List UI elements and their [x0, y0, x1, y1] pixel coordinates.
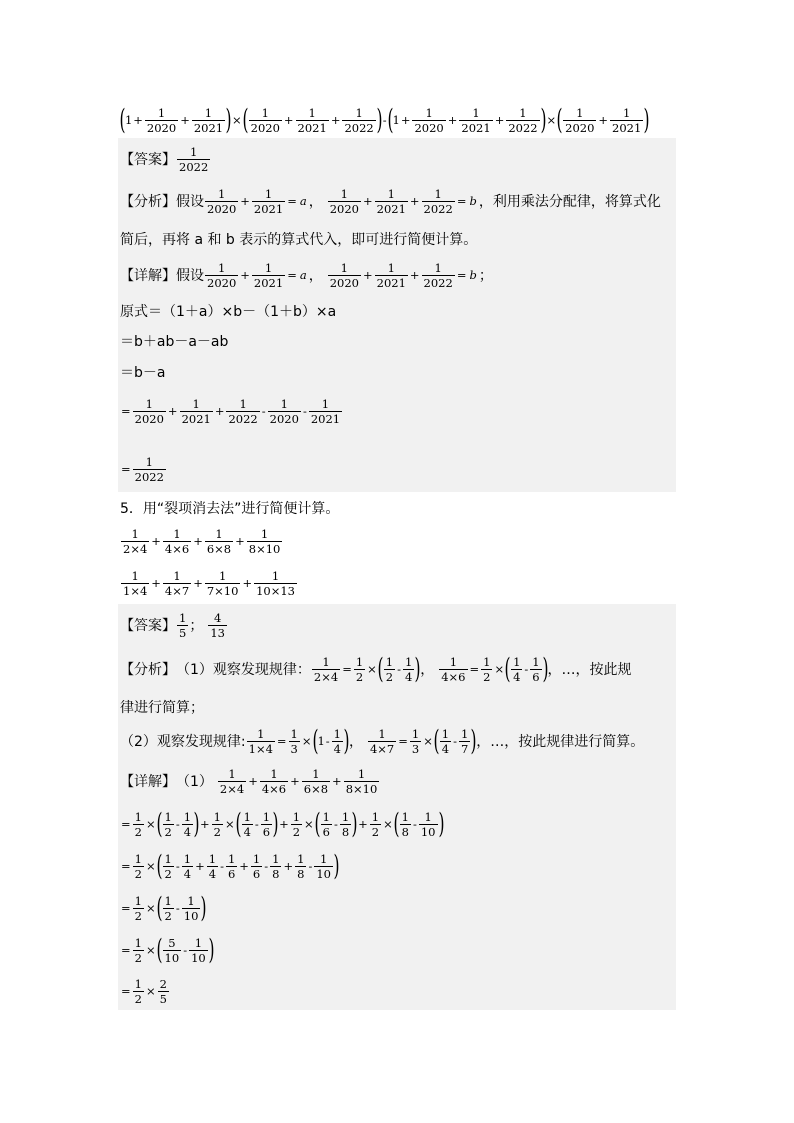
q5-expr1: $\frac{1}{2\times 4}$ + $\frac{1}{4\times 6}$ + $\frac{1}{6\times 8}$ + $\frac{1}{8\times 10}$ — [123, 526, 281, 556]
q5-title: 5．用“裂项消去法”进行简便计算。 — [120, 501, 340, 517]
q5-step2: = $\frac{1}{2}$ × ( $\frac{1}{2}$ - $\frac{1}{4}$ + $\frac{1}{4}$ - $\frac{1}{6}$ + $\frac{1}{6}$ - $\frac{1}{8}$ + $\frac{1}{8}$ - $\frac{1}{10}$ ) — [121, 849, 340, 882]
q4-expression: ( 1 + $\frac{1}{2020}$ + $\frac{1}{2021}$ ) × ( $\frac{1}{2020}$ + $\frac{1}{2021}$ + $\frac{1}{2022}$ ) - ( 1 + $\frac{1}{2020}$ + $\frac{1}{2021}$ + $\frac{1}{2022}$ ) × ( $\frac{1}{2020}$ + $\frac{1}{2021}$ ) — [119, 103, 650, 136]
q5-analysis-2: （2）观察发现规律: $\frac{1}{1\times 4}$ = $\frac{1}{3}$ × ( 1 - $\frac{1}{4}$ ) ， $\frac{1}{4\times 7}$ = $\frac{1}{3}$ × ( $\frac{1}{4}$ - $\frac{1}{7}$ ) ，…，按此规律进行简算。 — [120, 724, 645, 757]
q4-step4: = $\frac{1}{2020}$ + $\frac{1}{2021}$ + $\frac{1}{2022}$ - $\frac{1}{2020}$ - $\frac{1}{2021}$ — [121, 396, 341, 426]
answer-tag: 【答案】 — [120, 152, 176, 168]
detail-tag: 【详解】 — [120, 268, 176, 284]
q4-answer: 【答案】 $\frac{1}{2022}$ — [120, 144, 209, 174]
q5-step1: = $\frac{1}{2}$ × ( $\frac{1}{2}$ - $\frac{1}{4}$ ) + $\frac{1}{2}$ × ( $\frac{1}{4}$ - $\frac{1}{6}$ ) + $\frac{1}{2}$ × ( $\frac{1}{6}$ - $\frac{1}{8}$ ) + $\frac{1}{2}$ × ( $\frac{1}{8}$ - $\frac{1}{10}$ ) — [121, 807, 444, 840]
q5-step4: = $\frac{1}{2}$ × ( $\frac{5}{10}$ - $\frac{1}{10}$ ) — [121, 933, 215, 966]
q5-expr2: $\frac{1}{1\times 4}$ + $\frac{1}{4\times 7}$ + $\frac{1}{7\times 10}$ + $\frac{1}{10\times 13}$ — [123, 568, 295, 598]
q5-analysis-1-line2: 律进行简算； — [120, 700, 204, 716]
answer-tag: 【答案】 — [120, 618, 176, 634]
q5-detail: 【详解】 （1） $\frac{1}{2\times 4}$ + $\frac{1}{4\times 6}$ + $\frac{1}{6\times 8}$ + $\frac{1}{8\times 10}$ — [120, 766, 378, 796]
detail-tag: 【详解】 — [120, 774, 176, 790]
q4-analysis: 【分析】 假设 $\frac{1}{2020}$ + $\frac{1}{2021}$ = a ， $\frac{1}{2020}$ + $\frac{1}{2021}$ + $\frac{1}{2022}$ = b ，利用乘法分配律，将算式化 — [120, 186, 661, 216]
analysis-tag: 【分析】 — [120, 194, 176, 210]
q5-answer: 【答案】 $\frac{1}{5}$ ； $\frac{4}{13}$ — [120, 610, 225, 640]
q4-step3: ＝b－a — [120, 365, 166, 381]
analysis-tag: 【分析】 — [120, 662, 176, 678]
q4-step1: 原式＝（1＋a）×b－（1＋b）×a — [120, 304, 337, 320]
q5-step5: = $\frac{1}{2}$ × $\frac{2}{5}$ — [121, 976, 167, 1006]
q5-step3: = $\frac{1}{2}$ × ( $\frac{1}{2}$ - $\frac{1}{10}$ ) — [121, 891, 207, 924]
q4-detail: 【详解】 假设 $\frac{1}{2020}$ + $\frac{1}{2021}$ = a ， $\frac{1}{2020}$ + $\frac{1}{2021}$ + $\frac{1}{2022}$ = b ； — [120, 260, 493, 290]
q4-step5: = $\frac{1}{2022}$ — [121, 454, 164, 484]
q4-step2: ＝b＋ab－a－ab — [120, 334, 229, 350]
q4-analysis-line2: 简后，再将 a 和 b 表示的算式代入，即可进行简便计算。 — [120, 232, 478, 248]
q5-analysis-1: 【分析】 （1）观察发现规律： $\frac{1}{2\times 4}$ = $\frac{1}{2}$ × ( $\frac{1}{2}$ - $\frac{1}{4}$ ) ， $\frac{1}{4\times 6}$ = $\frac{1}{2}$ × ( $\frac{1}{4}$ - $\frac{1}{6}$ ) ，…，按此规 — [120, 652, 632, 685]
